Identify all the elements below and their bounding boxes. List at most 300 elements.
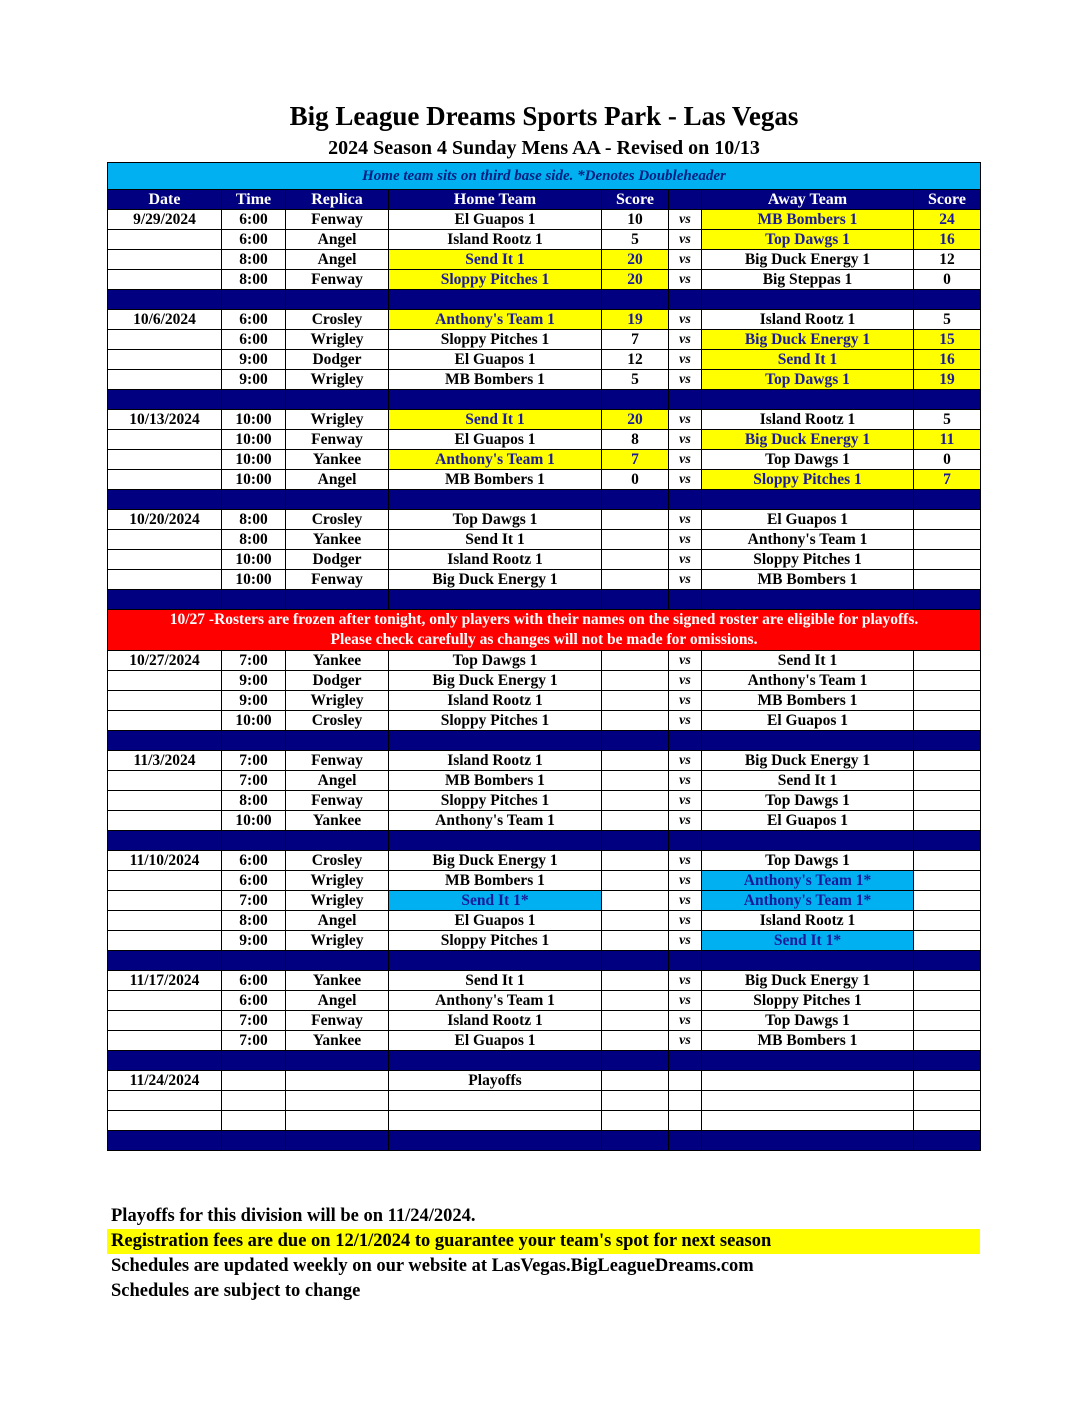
separator-cell bbox=[108, 490, 222, 510]
game-field: Angel bbox=[286, 250, 389, 270]
home-team: Island Rootz 1 bbox=[389, 751, 602, 771]
alert-line-2: Please check carefully as changes will not be made for omissions. bbox=[330, 631, 758, 648]
home-team: Send It 1 bbox=[389, 971, 602, 991]
away-score bbox=[914, 671, 981, 691]
home-team: Send It 1 bbox=[389, 250, 602, 270]
vs-label: vs bbox=[669, 450, 702, 470]
separator-cell bbox=[702, 590, 914, 610]
game-time: 6:00 bbox=[222, 971, 286, 991]
game-row bbox=[108, 891, 981, 911]
game-time: 9:00 bbox=[222, 370, 286, 390]
vs-label: vs bbox=[669, 771, 702, 791]
vs-label: vs bbox=[669, 370, 702, 390]
away-score bbox=[914, 851, 981, 871]
away-team: MB Bombers 1 bbox=[702, 210, 914, 230]
away-team: Anthony's Team 1* bbox=[702, 891, 914, 911]
separator-cell bbox=[669, 1051, 702, 1071]
separator-cell bbox=[702, 731, 914, 751]
separator-cell bbox=[286, 290, 389, 310]
roster-freeze-alert bbox=[108, 610, 981, 651]
separator-cell bbox=[286, 590, 389, 610]
game-date bbox=[108, 430, 222, 450]
game-date bbox=[108, 330, 222, 350]
separator-cell bbox=[914, 831, 981, 851]
away-team: El Guapos 1 bbox=[702, 711, 914, 731]
game-field: Wrigley bbox=[286, 931, 389, 951]
away-team bbox=[702, 1071, 914, 1091]
game-time: 8:00 bbox=[222, 911, 286, 931]
game-row bbox=[108, 230, 981, 250]
home-team: Send It 1 bbox=[389, 530, 602, 550]
game-field: Wrigley bbox=[286, 410, 389, 430]
game-field bbox=[286, 1071, 389, 1091]
vs-label: vs bbox=[669, 751, 702, 771]
away-score bbox=[914, 550, 981, 570]
separator-cell bbox=[602, 831, 669, 851]
alert-line-1: 10/27 -Rosters are frozen after tonight, only players with their names on the signed roster are eligible for playoffs. bbox=[169, 611, 919, 628]
away-score: 19 bbox=[914, 370, 981, 390]
separator-cell bbox=[222, 1051, 286, 1071]
week-separator bbox=[108, 1051, 981, 1071]
home-score: 5 bbox=[602, 370, 669, 390]
game-field: Yankee bbox=[286, 1031, 389, 1051]
game-row bbox=[108, 711, 981, 731]
game-date: 9/29/2024 bbox=[108, 210, 222, 230]
home-score bbox=[602, 931, 669, 951]
away-team: Big Duck Energy 1 bbox=[702, 430, 914, 450]
game-field: Angel bbox=[286, 991, 389, 1011]
game-date bbox=[108, 530, 222, 550]
home-score bbox=[602, 691, 669, 711]
separator-cell bbox=[602, 731, 669, 751]
separator-cell bbox=[389, 590, 602, 610]
away-team: Big Steppas 1 bbox=[702, 270, 914, 290]
game-row bbox=[108, 350, 981, 370]
home-score bbox=[602, 510, 669, 530]
game-time: 7:00 bbox=[222, 1031, 286, 1051]
game-time: 6:00 bbox=[222, 851, 286, 871]
vs-label bbox=[669, 1091, 702, 1111]
game-field: Yankee bbox=[286, 530, 389, 550]
separator-cell bbox=[669, 390, 702, 410]
game-date bbox=[108, 1031, 222, 1051]
game-row bbox=[108, 470, 981, 490]
away-score: 7 bbox=[914, 470, 981, 490]
separator-cell bbox=[286, 831, 389, 851]
separator-cell bbox=[108, 290, 222, 310]
vs-label: vs bbox=[669, 410, 702, 430]
game-time: 7:00 bbox=[222, 751, 286, 771]
home-score bbox=[602, 651, 669, 671]
game-row bbox=[108, 1091, 981, 1111]
vs-label: vs bbox=[669, 671, 702, 691]
home-score bbox=[602, 550, 669, 570]
game-time: 6:00 bbox=[222, 310, 286, 330]
separator-cell bbox=[286, 1131, 389, 1151]
game-field: Wrigley bbox=[286, 891, 389, 911]
home-score bbox=[602, 1111, 669, 1131]
home-score bbox=[602, 971, 669, 991]
separator-cell bbox=[389, 290, 602, 310]
game-row bbox=[108, 851, 981, 871]
game-field: Wrigley bbox=[286, 370, 389, 390]
home-score bbox=[602, 1011, 669, 1031]
away-score bbox=[914, 1031, 981, 1051]
separator-cell bbox=[702, 951, 914, 971]
game-row bbox=[108, 450, 981, 470]
away-team: Big Duck Energy 1 bbox=[702, 250, 914, 270]
game-row bbox=[108, 550, 981, 570]
separator-cell bbox=[389, 731, 602, 751]
game-time: 9:00 bbox=[222, 691, 286, 711]
separator-cell bbox=[389, 951, 602, 971]
away-team: Big Duck Energy 1 bbox=[702, 751, 914, 771]
away-score: 12 bbox=[914, 250, 981, 270]
vs-label: vs bbox=[669, 310, 702, 330]
home-score bbox=[602, 871, 669, 891]
col-header-home-score: Score bbox=[602, 190, 669, 210]
game-date bbox=[108, 550, 222, 570]
week-separator bbox=[108, 731, 981, 751]
vs-label: vs bbox=[669, 550, 702, 570]
game-row bbox=[108, 510, 981, 530]
footer-change-note: Schedules are subject to change bbox=[111, 1281, 361, 1301]
col-header-date: Date bbox=[108, 190, 222, 210]
away-score bbox=[914, 530, 981, 550]
game-field: Yankee bbox=[286, 811, 389, 831]
away-team: Sloppy Pitches 1 bbox=[702, 550, 914, 570]
away-score: 0 bbox=[914, 270, 981, 290]
separator-cell bbox=[108, 590, 222, 610]
game-row bbox=[108, 931, 981, 951]
away-team: Top Dawgs 1 bbox=[702, 791, 914, 811]
game-date: 10/20/2024 bbox=[108, 510, 222, 530]
vs-label: vs bbox=[669, 330, 702, 350]
home-team: Island Rootz 1 bbox=[389, 550, 602, 570]
separator-cell bbox=[702, 831, 914, 851]
home-team: Big Duck Energy 1 bbox=[389, 671, 602, 691]
separator-cell bbox=[108, 951, 222, 971]
game-time: 9:00 bbox=[222, 931, 286, 951]
separator-cell bbox=[222, 290, 286, 310]
game-field: Dodger bbox=[286, 550, 389, 570]
home-score: 12 bbox=[602, 350, 669, 370]
separator-cell bbox=[669, 590, 702, 610]
home-score: 20 bbox=[602, 270, 669, 290]
away-score: 11 bbox=[914, 430, 981, 450]
away-score bbox=[914, 771, 981, 791]
home-team: El Guapos 1 bbox=[389, 1031, 602, 1051]
game-field: Fenway bbox=[286, 751, 389, 771]
away-team: MB Bombers 1 bbox=[702, 691, 914, 711]
game-date bbox=[108, 671, 222, 691]
page-title: Big League Dreams Sports Park - Las Vegas bbox=[289, 101, 799, 131]
home-score bbox=[602, 991, 669, 1011]
home-team: Anthony's Team 1 bbox=[389, 991, 602, 1011]
vs-label: vs bbox=[669, 851, 702, 871]
separator-cell bbox=[602, 1051, 669, 1071]
vs-label: vs bbox=[669, 210, 702, 230]
game-date bbox=[108, 791, 222, 811]
home-score: 19 bbox=[602, 310, 669, 330]
game-date: 10/13/2024 bbox=[108, 410, 222, 430]
away-score bbox=[914, 1071, 981, 1091]
separator-cell bbox=[222, 1131, 286, 1151]
game-row bbox=[108, 1071, 981, 1091]
away-score bbox=[914, 931, 981, 951]
vs-label: vs bbox=[669, 350, 702, 370]
game-date: 11/24/2024 bbox=[108, 1071, 222, 1091]
game-time: 10:00 bbox=[222, 430, 286, 450]
page-subtitle: 2024 Season 4 Sunday Mens AA - Revised on 10/13 bbox=[328, 137, 760, 159]
separator-cell bbox=[222, 951, 286, 971]
separator-cell bbox=[914, 290, 981, 310]
home-score bbox=[602, 811, 669, 831]
game-field: Wrigley bbox=[286, 330, 389, 350]
separator-cell bbox=[108, 1131, 222, 1151]
separator-cell bbox=[914, 951, 981, 971]
game-time: 10:00 bbox=[222, 811, 286, 831]
header-row bbox=[108, 190, 981, 210]
away-team: MB Bombers 1 bbox=[702, 1031, 914, 1051]
game-field: Yankee bbox=[286, 651, 389, 671]
home-team: Send It 1 bbox=[389, 410, 602, 430]
home-team: Island Rootz 1 bbox=[389, 230, 602, 250]
game-row bbox=[108, 651, 981, 671]
separator-cell bbox=[914, 590, 981, 610]
game-field: Angel bbox=[286, 470, 389, 490]
away-team: Anthony's Team 1* bbox=[702, 871, 914, 891]
game-field: Dodger bbox=[286, 350, 389, 370]
separator-cell bbox=[669, 1131, 702, 1151]
game-field: Fenway bbox=[286, 1011, 389, 1031]
vs-label: vs bbox=[669, 911, 702, 931]
home-score: 20 bbox=[602, 410, 669, 430]
game-date: 10/27/2024 bbox=[108, 651, 222, 671]
away-score bbox=[914, 891, 981, 911]
game-field bbox=[286, 1111, 389, 1131]
game-date bbox=[108, 811, 222, 831]
home-team: Island Rootz 1 bbox=[389, 1011, 602, 1031]
away-team bbox=[702, 1111, 914, 1131]
game-date bbox=[108, 711, 222, 731]
away-score bbox=[914, 791, 981, 811]
away-score bbox=[914, 691, 981, 711]
away-score bbox=[914, 651, 981, 671]
away-team: Island Rootz 1 bbox=[702, 410, 914, 430]
separator-cell bbox=[669, 731, 702, 751]
vs-label: vs bbox=[669, 250, 702, 270]
game-row bbox=[108, 871, 981, 891]
game-time: 8:00 bbox=[222, 791, 286, 811]
week-separator bbox=[108, 390, 981, 410]
separator-cell bbox=[669, 290, 702, 310]
game-date: 10/6/2024 bbox=[108, 310, 222, 330]
separator-cell bbox=[702, 290, 914, 310]
away-team: Top Dawgs 1 bbox=[702, 1011, 914, 1031]
home-team bbox=[389, 1091, 602, 1111]
game-date bbox=[108, 270, 222, 290]
game-time: 8:00 bbox=[222, 510, 286, 530]
home-score: 20 bbox=[602, 250, 669, 270]
separator-cell bbox=[702, 490, 914, 510]
game-time: 7:00 bbox=[222, 771, 286, 791]
home-team: Sloppy Pitches 1 bbox=[389, 270, 602, 290]
away-team: Send It 1* bbox=[702, 931, 914, 951]
game-field: Wrigley bbox=[286, 691, 389, 711]
vs-label: vs bbox=[669, 971, 702, 991]
game-date: 11/10/2024 bbox=[108, 851, 222, 871]
home-team: El Guapos 1 bbox=[389, 911, 602, 931]
game-row bbox=[108, 691, 981, 711]
game-time: 6:00 bbox=[222, 230, 286, 250]
away-team: Anthony's Team 1 bbox=[702, 671, 914, 691]
separator-cell bbox=[286, 490, 389, 510]
game-row bbox=[108, 270, 981, 290]
home-team: Sloppy Pitches 1 bbox=[389, 931, 602, 951]
separator-cell bbox=[389, 831, 602, 851]
game-time bbox=[222, 1071, 286, 1091]
home-team: MB Bombers 1 bbox=[389, 771, 602, 791]
vs-label: vs bbox=[669, 811, 702, 831]
home-score bbox=[602, 791, 669, 811]
game-date bbox=[108, 350, 222, 370]
away-score: 15 bbox=[914, 330, 981, 350]
game-time: 10:00 bbox=[222, 450, 286, 470]
separator-cell bbox=[222, 731, 286, 751]
away-team: Island Rootz 1 bbox=[702, 310, 914, 330]
vs-label: vs bbox=[669, 430, 702, 450]
home-team: El Guapos 1 bbox=[389, 430, 602, 450]
game-time bbox=[222, 1111, 286, 1131]
game-date bbox=[108, 1011, 222, 1031]
game-field bbox=[286, 1091, 389, 1111]
away-score bbox=[914, 1091, 981, 1111]
vs-label: vs bbox=[669, 651, 702, 671]
game-row bbox=[108, 771, 981, 791]
game-field: Fenway bbox=[286, 430, 389, 450]
game-field: Angel bbox=[286, 911, 389, 931]
game-row bbox=[108, 250, 981, 270]
week-separator bbox=[108, 951, 981, 971]
note-row bbox=[108, 163, 981, 190]
game-row bbox=[108, 791, 981, 811]
home-team: Top Dawgs 1 bbox=[389, 510, 602, 530]
home-team: MB Bombers 1 bbox=[389, 470, 602, 490]
vs-label: vs bbox=[669, 570, 702, 590]
away-team: Send It 1 bbox=[702, 771, 914, 791]
col-header-away-score: Score bbox=[914, 190, 981, 210]
away-score bbox=[914, 570, 981, 590]
away-team: Big Duck Energy 1 bbox=[702, 971, 914, 991]
separator-cell bbox=[602, 951, 669, 971]
away-score bbox=[914, 1111, 981, 1131]
game-field: Fenway bbox=[286, 270, 389, 290]
game-row bbox=[108, 530, 981, 550]
game-time: 6:00 bbox=[222, 991, 286, 1011]
home-score bbox=[602, 1091, 669, 1111]
game-time: 10:00 bbox=[222, 711, 286, 731]
game-row bbox=[108, 310, 981, 330]
away-team: Top Dawgs 1 bbox=[702, 370, 914, 390]
separator-cell bbox=[702, 390, 914, 410]
home-score bbox=[602, 530, 669, 550]
away-score: 5 bbox=[914, 410, 981, 430]
home-score: 5 bbox=[602, 230, 669, 250]
away-team: Sloppy Pitches 1 bbox=[702, 470, 914, 490]
game-time bbox=[222, 1091, 286, 1111]
home-score: 7 bbox=[602, 330, 669, 350]
home-score bbox=[602, 851, 669, 871]
game-row bbox=[108, 971, 981, 991]
separator-cell bbox=[108, 390, 222, 410]
separator-cell bbox=[914, 1051, 981, 1071]
game-time: 10:00 bbox=[222, 410, 286, 430]
home-team: Playoffs bbox=[389, 1071, 602, 1091]
home-team: Sloppy Pitches 1 bbox=[389, 791, 602, 811]
away-team: Top Dawgs 1 bbox=[702, 851, 914, 871]
game-row bbox=[108, 991, 981, 1011]
game-time: 8:00 bbox=[222, 250, 286, 270]
week-separator bbox=[108, 831, 981, 851]
separator-cell bbox=[702, 1051, 914, 1071]
game-field: Crosley bbox=[286, 310, 389, 330]
game-time: 7:00 bbox=[222, 1011, 286, 1031]
home-score: 7 bbox=[602, 450, 669, 470]
game-date bbox=[108, 1091, 222, 1111]
away-team: Anthony's Team 1 bbox=[702, 530, 914, 550]
separator-cell bbox=[602, 390, 669, 410]
game-date bbox=[108, 871, 222, 891]
game-date bbox=[108, 230, 222, 250]
separator-cell bbox=[108, 1051, 222, 1071]
game-time: 9:00 bbox=[222, 671, 286, 691]
separator-cell bbox=[702, 1131, 914, 1151]
home-score bbox=[602, 711, 669, 731]
game-time: 6:00 bbox=[222, 210, 286, 230]
home-score bbox=[602, 771, 669, 791]
vs-label: vs bbox=[669, 1031, 702, 1051]
game-date bbox=[108, 691, 222, 711]
game-time: 7:00 bbox=[222, 651, 286, 671]
game-row bbox=[108, 911, 981, 931]
game-row bbox=[108, 330, 981, 350]
separator-cell bbox=[602, 590, 669, 610]
home-team: El Guapos 1 bbox=[389, 350, 602, 370]
footer-playoffs-note: Playoffs for this division will be on 11/24/2024. bbox=[111, 1206, 476, 1226]
game-date bbox=[108, 450, 222, 470]
game-field: Angel bbox=[286, 230, 389, 250]
game-time: 10:00 bbox=[222, 550, 286, 570]
separator-cell bbox=[389, 1131, 602, 1151]
game-row bbox=[108, 671, 981, 691]
note-text: Home team sits on third base side. *Denotes Doubleheader bbox=[108, 163, 981, 190]
col-header-away-team: Away Team bbox=[702, 190, 914, 210]
away-score bbox=[914, 711, 981, 731]
home-team: Send It 1* bbox=[389, 891, 602, 911]
separator-cell bbox=[389, 490, 602, 510]
week-separator bbox=[108, 290, 981, 310]
separator-cell bbox=[602, 1131, 669, 1151]
separator-cell bbox=[108, 831, 222, 851]
game-field: Crosley bbox=[286, 510, 389, 530]
game-time: 6:00 bbox=[222, 871, 286, 891]
game-row bbox=[108, 370, 981, 390]
separator-cell bbox=[602, 290, 669, 310]
home-team bbox=[389, 1111, 602, 1131]
game-row bbox=[108, 570, 981, 590]
home-team: Sloppy Pitches 1 bbox=[389, 330, 602, 350]
